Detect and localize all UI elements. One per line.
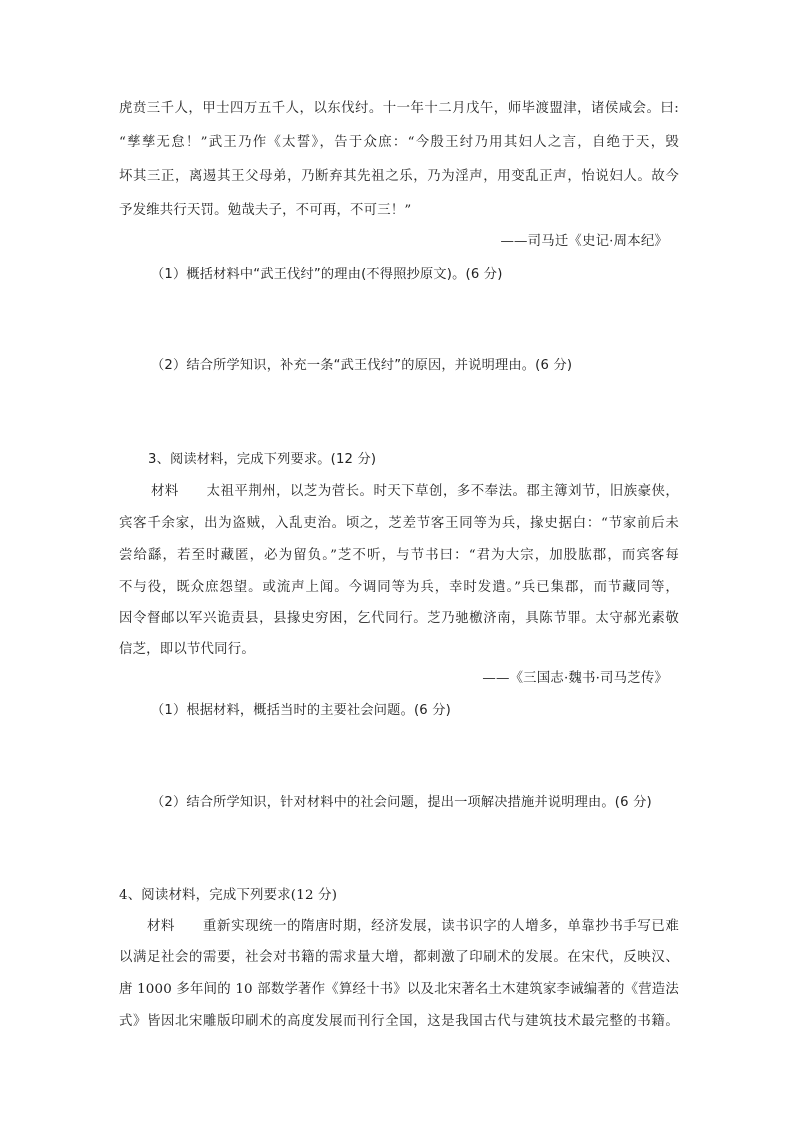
passage1-line: 虎贲三千人，甲士四万五千人，以东伐纣。十一年十二月戊午，师毕渡盟津，诸侯咸会。曰: bbox=[119, 101, 679, 116]
q4-line: 唐 1000 多年间的 10 部数学著作《算经十书》以及北宋著名土木建筑家李诫编著的《营造法 bbox=[119, 982, 679, 997]
q4-line: 材料 重新实现统一的隋唐时期，经济发展，读书识字的人增多，单靠抄书手写已难 bbox=[147, 919, 679, 934]
q3-title: 3、阅读材料，完成下列要求。(12 分) bbox=[148, 452, 377, 467]
q3-sub1: （1）根据材料，概括当时的主要社会问题。(6 分) bbox=[151, 703, 452, 718]
q3-source: ——《三国志·魏书·司马芝传》 bbox=[482, 671, 668, 686]
q2-sub2: （2）结合所学知识，补充一条“武王伐纣”的原因，并说明理由。(6 分) bbox=[151, 358, 573, 373]
q3-line: 材料 太祖平荆州，以芝为菅长。时天下草创，多不奉法。郡主簿刘节，旧族豪侠， bbox=[151, 484, 679, 499]
q3-line: 因令督邮以军兴诡责县，县掾史穷困，乞代同行。芝乃驰檄济南，具陈节罪。太守郝光素敬 bbox=[119, 611, 679, 626]
passage1-line: “孳孳无怠！”武王乃作《太誓》，告于众庶：“今殷王纣乃用其妇人之言，自绝于天，毁 bbox=[119, 135, 679, 150]
q3-sub2: （2）结合所学知识，针对材料中的社会问题，提出一项解决措施并说明理由。(6 分) bbox=[151, 795, 652, 810]
q2-sub1: （1）概括材料中“武王伐纣”的理由(不得照抄原文)。(6 分) bbox=[151, 267, 503, 282]
q4-title: 4、阅读材料，完成下列要求(12 分) bbox=[119, 888, 338, 903]
q3-line: 宾客千余家，出为盗贼，入乱吏治。顷之，芝差节客王同等为兵，掾史据白：“节家前后未 bbox=[119, 516, 679, 531]
q3-line: 尝给繇，若至时藏匿，必为留负。”芝不听，与节书曰：“君为大宗，加股肱郡，而宾客每 bbox=[119, 548, 679, 563]
q4-line: 式》皆因北宋雕版印刷术的高度发展而刊行全国，这是我国古代与建筑技术最完整的书籍。 bbox=[119, 1014, 679, 1029]
q3-line: 信芝，即以节代同行。 bbox=[119, 642, 255, 657]
passage1-line: 予发维共行天罚。勉哉夫子，不可再，不可三！” bbox=[119, 203, 412, 218]
passage1-line: 坏其三正，离逷其王父母弟，乃断弃其先祖之乐，乃为淫声，用变乱正声，怡说妇人。故今 bbox=[119, 169, 679, 184]
q3-line: 不与役，既众庶怨望。或流声上闻。今调同等为兵，幸时发遣。”兵已集郡，而节藏同等， bbox=[119, 580, 679, 595]
q4-line: 以满足社会的需要，社会对书籍的需求量大增，都刺激了印刷术的发展。在宋代，反映汉、 bbox=[119, 950, 679, 965]
passage1-source: ——司马迁《史记·周本纪》 bbox=[500, 234, 668, 249]
